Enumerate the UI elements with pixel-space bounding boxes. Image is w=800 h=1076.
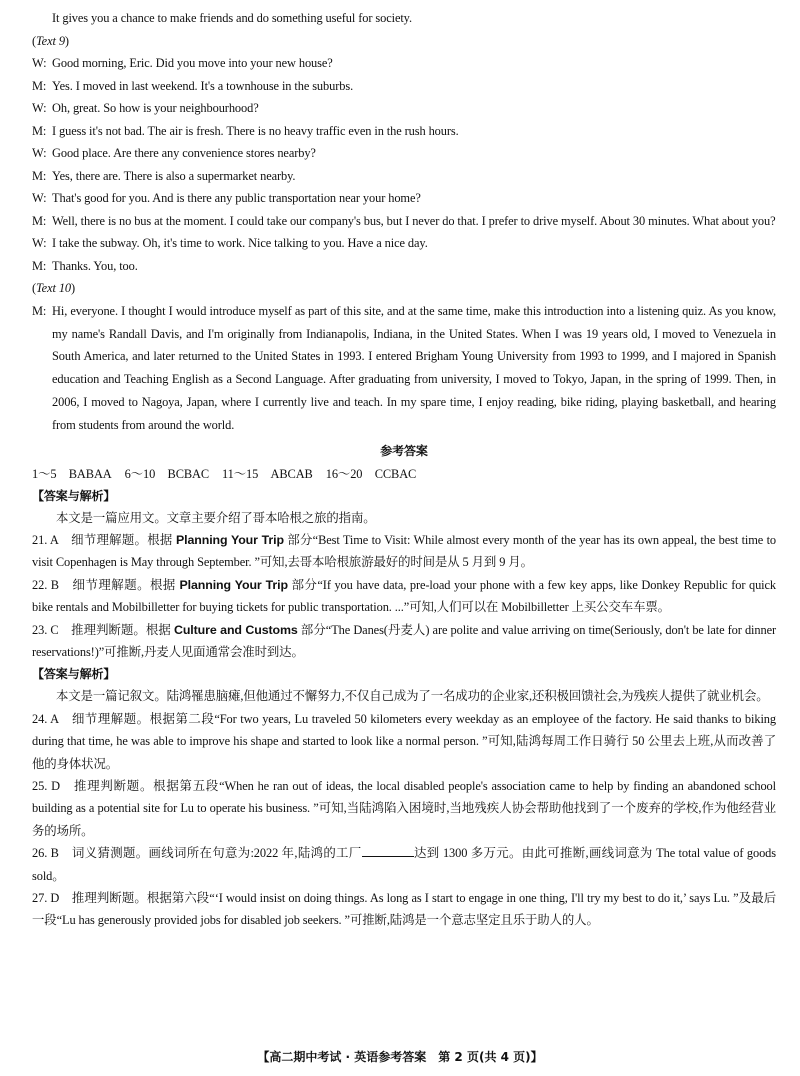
explanation-item: 25. D 推理判断题。根据第五段“When he ran out of ideas, the local disabled people's association came to help by finding an abandoned school building as a potential site for Lu to operate his business. ”可知,当陆鸿陷入困境时,当地残疾人协会帮助他找到了一个废弃的学校,作为他经营业务的场所。	[32, 779, 776, 838]
answers-title: 参考答案	[380, 443, 428, 458]
answer-key-group: 1～5 BABAA	[32, 466, 112, 481]
explanation-item: 24. A 细节理解题。根据第二段“For two years, Lu traveled 50 kilometers every weekday as an employee of the factory. He said thanks to biking during that time, he was able to improve his shape and started to look like a normal person. ”可知,陆鸿每周工作日骑行 50 公里去上班,从而改善了他的身体状况。	[32, 711, 777, 771]
page-footer: 【高二期中考试 · 英语参考答案 第 2 页(共 4 页)】	[257, 1050, 543, 1064]
text9-label: (Text 9)	[32, 33, 69, 48]
explanation-item: 22. B 细节理解题。根据 Planning Your Trip 部分“If you have data, pre-load your phone with a few key apps, like Donkey Republic for quick bike rentals and Mobilbilletter for buying tickets for public transportation. ...”可知,人们可以在 Mobilbilletter 上买公交车车票。	[32, 577, 777, 615]
dialogue-line: W: Oh, great. So how is your neighbourhood?	[32, 101, 259, 115]
section-a-summary: 本文是一篇应用文。文章主要介绍了哥本哈根之旅的指南。	[56, 510, 376, 525]
section-b-summary: 本文是一篇记叙文。陆鸿罹患脑瘫,但他通过不懈努力,不仅自己成为了一名成功的企业家,还积极回馈社会,为残疾人提供了就业机会。	[56, 689, 769, 704]
dialogue-line: M: Well, there is no bus at the moment. I could take our company's bus, but I never do that. I prefer to drive myself. About 30 minutes. What about you?	[32, 213, 776, 228]
text10-label: (Text 10)	[32, 281, 76, 296]
answer-key-group: 16～20 CCBAC	[325, 466, 417, 481]
dialogue-line: W: Good morning, Eric. Did you move into your new house?	[32, 56, 333, 70]
explanation-item: 23. C 推理判断题。根据 Culture and Customs 部分“The Danes(丹麦人) are polite and value arriving on time(Seriously, don't be late for dinner reservations!)”可推断,丹麦人见面通常会准时到达。	[32, 622, 777, 660]
fill-blank	[362, 844, 414, 857]
dialogue-line: M: I guess it's not bad. The air is fresh. There is no heavy traffic even in the rush hours.	[32, 123, 459, 138]
text9-dialogue	[32, 52, 776, 277]
dialogue-line: M: Yes, there are. There is also a supermarket nearby.	[32, 168, 296, 183]
intro-line: It gives you a chance to make friends and do something useful for society.	[52, 11, 412, 25]
dialogue-line: M: Thanks. You, too.	[32, 258, 138, 273]
dialogue-line: M: Yes. I moved in last weekend. It's a townhouse in the suburbs.	[32, 78, 354, 93]
explanation-item: 21. A 细节理解题。根据 Planning Your Trip 部分“Best Time to Visit: While almost every month of the year has its own appeal, the best time to visit Copenhagen is May through September. ”可知,去哥本哈根旅游最好的时间是从 5 月到 9 月。	[32, 532, 777, 570]
dialogue-line: W: I take the subway. Oh, it's time to work. Nice talking to you. Have a nice day.	[32, 236, 428, 251]
dialogue-line: W: That's good for you. And is there any public transportation near your home?	[32, 191, 421, 205]
explanation-item: 27. D 推理判断题。根据第六段“‘I would insist on doing things. As long as I start to engage in one thing, I'll try my best to do it,’ says Lu. ”及最后一段“Lu has generously provided jobs for disabled job seekers. ”可推断,陆鸿是一个意志坚定且乐于助人的人。	[32, 891, 776, 928]
answer-key-page	[32, 0, 776, 932]
text10-monologue: M: Hi, everyone. I thought I would introduce myself as part of this site, and at the same time, make this introduction into a listening quiz. As you know, my name's Randall Davis, and I'm originally from Indianapolis, Indiana, in the United States. When I was 19 years old, I moved to Venezuela in South America, and later returned to the United States in 1993. I entered Brigham Young University from 1993 to 1999, and I majored in Spanish education and Teaching English as a Second Language. After graduating from university, I moved to Tokyo, Japan, in the spring of 1999. Then, in 2006, I moved to Nagoya, Japan, where I currently live and teach. In my spare time, I enjoy reading, bike riding, playing basketball, and hearing from students from around the world.	[32, 303, 776, 432]
explanation-item: 26. B 词义猜测题。画线词所在句意为:2022 年,陆鸿的工厂 达到 1300 多万元。由此可推断,画线词意为 The total value of goods sold。	[32, 846, 776, 883]
answer-key-group: 6～10 BCBAC	[124, 466, 210, 481]
answer-key	[32, 463, 776, 485]
section-a-header: 【答案与解析】	[32, 488, 116, 503]
answer-key-group: 11～15 ABCAB	[222, 466, 313, 481]
dialogue-line: W: Good place. Are there any convenience stores nearby?	[32, 146, 316, 160]
section-b-header: 【答案与解析】	[32, 667, 116, 682]
